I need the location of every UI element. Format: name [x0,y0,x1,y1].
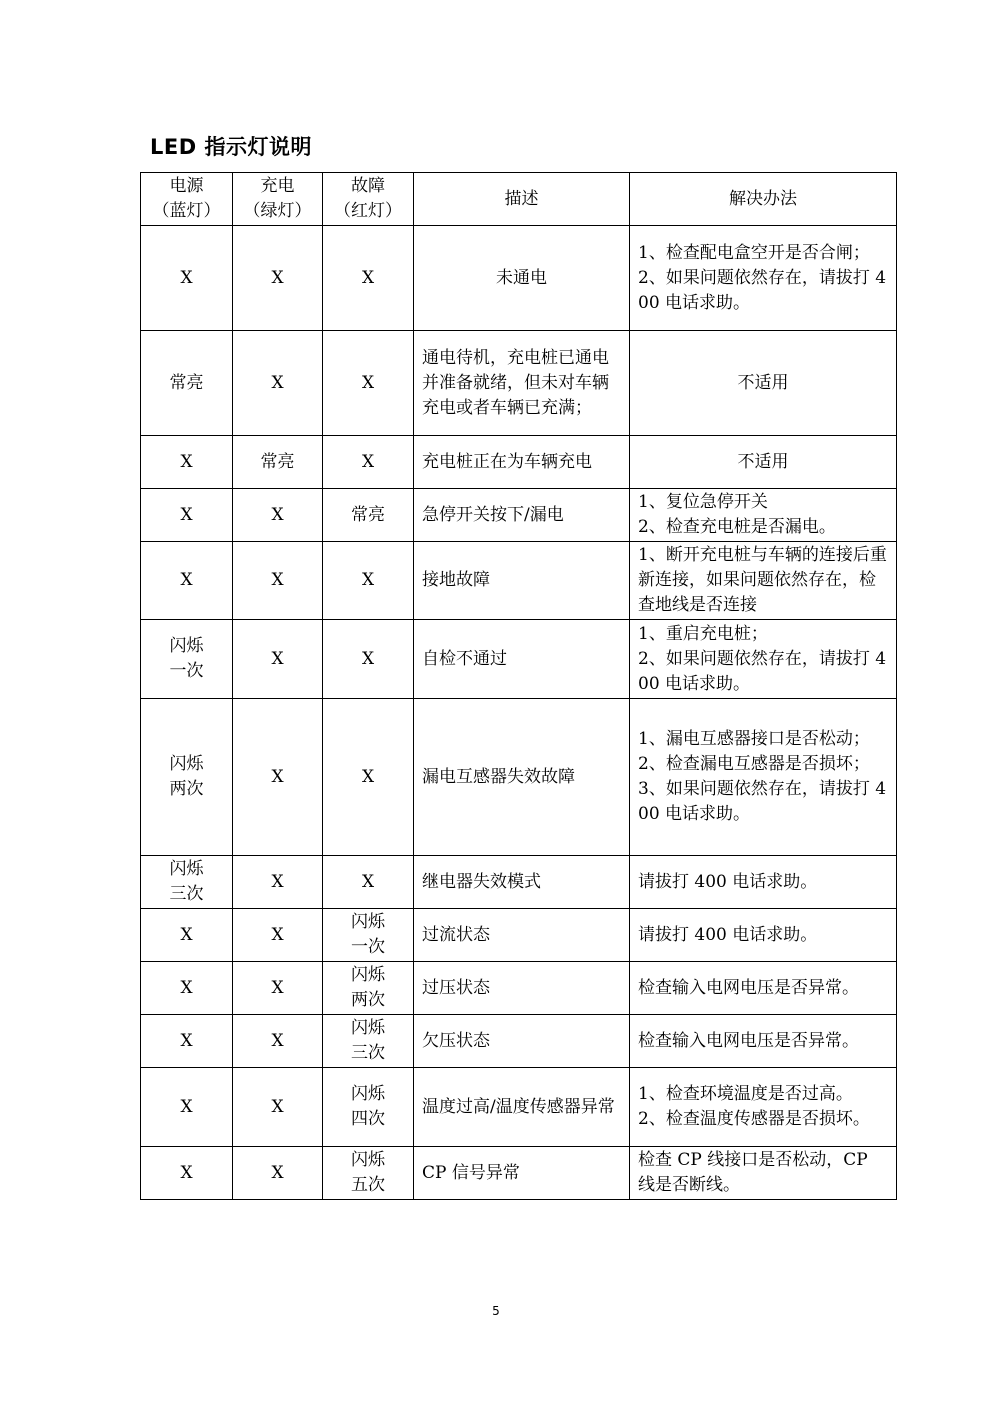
header-row [141,173,897,226]
cell-description: 自检不通过 [414,620,630,699]
cell-solution: 检查输入电网电压是否异常。 [630,1015,897,1068]
cell-description: CP 信号异常 [414,1147,630,1200]
cell-description: 欠压状态 [414,1015,630,1068]
cell-fault: 闪烁 五次 [323,1147,414,1200]
cell-charge: X [233,699,323,856]
cell-description: 急停开关按下/漏电 [414,489,630,542]
cell-solution: 不适用 [630,436,897,489]
cell-power: 闪烁 一次 [141,620,233,699]
cell-solution: 检查输入电网电压是否异常。 [630,962,897,1015]
cell-fault: 闪烁 一次 [323,909,414,962]
cell-solution: 请拔打 400 电话求助。 [630,909,897,962]
cell-description: 通电待机，充电桩已通电并准备就绪，但未对车辆充电或者车辆已充满； [414,331,630,436]
header-description: 描述 [414,173,630,226]
cell-fault: X [323,436,414,489]
cell-charge: X [233,1147,323,1200]
table-row [141,226,897,331]
header-solution: 解决办法 [630,173,897,226]
page-number: 5 [492,1304,500,1318]
cell-charge: X [233,542,323,620]
cell-power: X [141,226,233,331]
table-row [141,620,897,699]
cell-fault: 闪烁 四次 [323,1068,414,1147]
cell-fault: X [323,856,414,909]
header-fault: 故障 （红灯） [323,173,414,226]
cell-power: 常亮 [141,331,233,436]
cell-charge: X [233,962,323,1015]
table-row [141,856,897,909]
cell-fault: X [323,699,414,856]
cell-solution: 1、断开充电桩与车辆的连接后重新连接，如果问题依然存在，检查地线是否连接 [630,542,897,620]
cell-power: X [141,962,233,1015]
header-charge: 充电 （绿灯） [233,173,323,226]
cell-power: 闪烁 两次 [141,699,233,856]
table-row [141,699,897,856]
cell-solution: 1、检查环境温度是否过高。 2、检查温度传感器是否损坏。 [630,1068,897,1147]
table-row [141,542,897,620]
cell-charge: X [233,856,323,909]
cell-charge: X [233,331,323,436]
cell-power: X [141,489,233,542]
table-row [141,436,897,489]
table-row [141,909,897,962]
cell-power: X [141,436,233,489]
cell-charge: X [233,226,323,331]
cell-charge: X [233,489,323,542]
table-row [141,1015,897,1068]
cell-power: X [141,1068,233,1147]
page-title: LED 指示灯说明 [150,135,312,159]
table-row [141,489,897,542]
cell-power: X [141,1147,233,1200]
cell-solution: 请拔打 400 电话求助。 [630,856,897,909]
cell-fault: 闪烁 两次 [323,962,414,1015]
cell-description: 继电器失效模式 [414,856,630,909]
cell-solution: 检查 CP 线接口是否松动，CP 线是否断线。 [630,1147,897,1200]
cell-fault: X [323,226,414,331]
table-row [141,962,897,1015]
cell-power: 闪烁 三次 [141,856,233,909]
cell-solution: 1、复位急停开关 2、检查充电桩是否漏电。 [630,489,897,542]
cell-charge: X [233,620,323,699]
cell-solution: 1、重启充电桩； 2、如果问题依然存在，请拔打 400 电话求助。 [630,620,897,699]
cell-solution: 1、检查配电盒空开是否合闸； 2、如果问题依然存在，请拔打 400 电话求助。 [630,226,897,331]
cell-fault: 常亮 [323,489,414,542]
cell-power: X [141,1015,233,1068]
header-power: 电源 （蓝灯） [141,173,233,226]
cell-fault: X [323,542,414,620]
cell-fault: X [323,620,414,699]
cell-description: 过流状态 [414,909,630,962]
cell-description: 过压状态 [414,962,630,1015]
cell-power: X [141,542,233,620]
cell-charge: X [233,909,323,962]
cell-charge: X [233,1068,323,1147]
cell-charge: 常亮 [233,436,323,489]
table-row [141,1147,897,1200]
table-row [141,1068,897,1147]
cell-description: 充电桩正在为车辆充电 [414,436,630,489]
cell-description: 漏电互感器失效故障 [414,699,630,856]
table-row [141,331,897,436]
cell-fault: X [323,331,414,436]
cell-description: 温度过高/温度传感器异常 [414,1068,630,1147]
cell-description: 未通电 [414,226,630,331]
cell-charge: X [233,1015,323,1068]
cell-description: 接地故障 [414,542,630,620]
cell-fault: 闪烁 三次 [323,1015,414,1068]
cell-power: X [141,909,233,962]
led-indicator-table [140,172,897,1200]
cell-solution: 不适用 [630,331,897,436]
cell-solution: 1、漏电互感器接口是否松动； 2、检查漏电互感器是否损坏； 3、如果问题依然存在，请拔打 400 电话求助。 [630,699,897,856]
